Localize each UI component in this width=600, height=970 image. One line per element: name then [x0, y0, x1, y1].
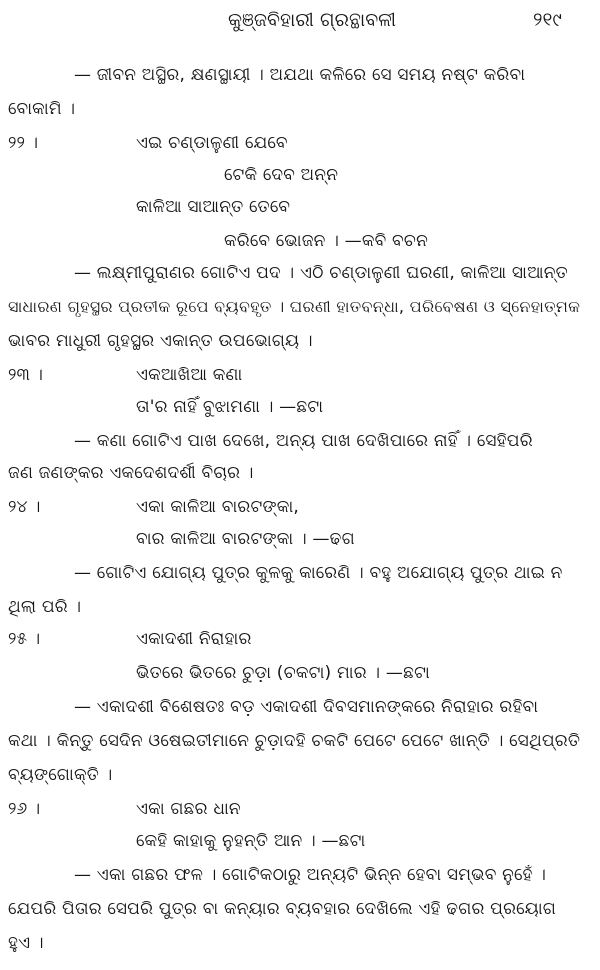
text-line: ବୋକାମି । — [8, 99, 76, 119]
text-line: ଜଣ ଜଣଙ୍କର ଏକଦେଶଦର୍ଶୀ ବିଚାର । — [8, 463, 254, 483]
verse-line: ଟେକି ଦେବ ଅନ୍ନ — [224, 165, 339, 185]
text-line: ସାଧାରଣ ଗୃହସ୍ଥର ପ୍ରତୀକ ରୂପେ ବ୍ୟବହୃତ । ଘରଣୀ ହାତବନ୍ଧା, ପରିବେଷଣ ଓ ସ୍ନେହାତ୍ମକ — [8, 297, 581, 316]
text-line: କଥା । କିନ୍ତୁ ସେଦିନ ଓଷେଇତୀମାନେ ଚୁଡ଼ାଦହି ଚକଟି ପେଟେ ପେଟେ ଖାନ୍ତି । ସେଥିପ୍ରତି — [8, 731, 581, 751]
verse-line: ତା'ର ନାହିଁ ବୁଝାମଣା । —ଛଟା — [136, 397, 324, 417]
verse-line: କାଳିଆ ସାଆନ୍ତ ତେବେ — [136, 197, 291, 217]
proverb-number: ୨୩ । — [8, 365, 43, 385]
verse-line: ଏଇ ଚଣ୍ଡାଳୁଣୀ ଯେବେ — [136, 133, 288, 153]
verse-line: ବାର କାଳିଆ ବାରଟଙ୍କା । —ଢଗ — [136, 529, 355, 549]
proverb-number: ୨୫ । — [8, 629, 41, 649]
text-line: ଭାବର ମାଧୁରୀ ଗୃହସ୍ଥର ଏକାନ୍ତ ଉପଭୋଗ୍ୟ । — [8, 331, 313, 351]
proverb-number: ୨୨ । — [8, 133, 38, 153]
verse-line: କେହି କାହାକୁ ନୁହନ୍ତି ଆନ । —ଛଟା — [136, 831, 366, 851]
text-line: ଯେପରି ପିତାର ସେପରି ପୁତ୍ର ବା କନ୍ୟାର ବ୍ୟବହାର ଦେଖିଲେ ଏହି ଢଗର ପ୍ରୟୋଗ — [8, 899, 557, 919]
verse-line: ଏକଆଖିଆ କଣା — [136, 365, 243, 385]
text-line: ହୁଏ । — [8, 933, 44, 953]
running-header-title: କୁଞ୍ଜବିହାରୀ ଗ୍ରନ୍ଥାବଳୀ — [228, 9, 397, 31]
verse-line: ଏକାଦଶୀ ନିରାହାର — [136, 629, 252, 649]
proverb-number: ୨୬ । — [8, 799, 41, 819]
verse-line: ଭିତରେ ଭିତରେ ଚୁଡ଼ା (ଚକଟା) ମାର । —ଛଟା — [136, 663, 430, 683]
text-line: ବ୍ୟଙ୍ଗୋକ୍ତି । — [8, 765, 113, 785]
text-line: — ଲକ୍ଷ୍ମୀପୁରାଣର ଗୋଟିଏ ପଦ । ଏଠି ଚଣ୍ଡାଳୁଣୀ ଘରଣୀ, କାଳିଆ ସାଆନ୍ତ — [74, 263, 568, 283]
text-line: — ଗୋଟିଏ ଯୋଗ୍ୟ ପୁତ୍ର କୁଳକୁ କାରେଣି । ବହୁ ଅଯୋଗ୍ୟ ପୁତ୍ର ଥାଇ ନ — [74, 563, 563, 583]
text-line: — ଜୀବନ ଅସ୍ଥିର, କ୍ଷଣସ୍ଥାୟୀ । ଅଯଥା କଳିରେ ସେ ସମୟ ନଷ୍ଟ କରିବା — [74, 65, 526, 85]
verse-line: ଏକା ଗଛର ଧାନ — [136, 799, 241, 819]
text-line: — ଏକା ଗଛର ଫଳ । ଗୋଟିକଠାରୁ ଅନ୍ୟଟି ଭିନ୍ନ ହେବା ସମ୍ଭବ ନୁହେଁ । — [74, 865, 547, 885]
text-line: — ଏକାଦଶୀ ବିଶେଷତଃ ବଡ଼ ଏକାଦଶୀ ଦିବସମାନଙ୍କରେ ନିରାହାର ରହିବା — [74, 697, 539, 717]
text-line: ଥିଲା ପରି । — [8, 597, 82, 617]
proverb-number: ୨୪ । — [8, 497, 41, 517]
verse-line: ଏକା କାଳିଆ ବାରଟଙ୍କା, — [136, 497, 300, 517]
verse-line: କରିବେ ଭୋଜନ । —କବି ବଚନ — [224, 231, 429, 251]
page-number: ୨୧୯ — [533, 9, 562, 31]
text-line: — କଣା ଗୋଟିଏ ପାଖ ଦେଖେ, ଅନ୍ୟ ପାଖ ଦେଖିପାରେ ନାହିଁ । ସେହିପରି — [74, 431, 533, 451]
